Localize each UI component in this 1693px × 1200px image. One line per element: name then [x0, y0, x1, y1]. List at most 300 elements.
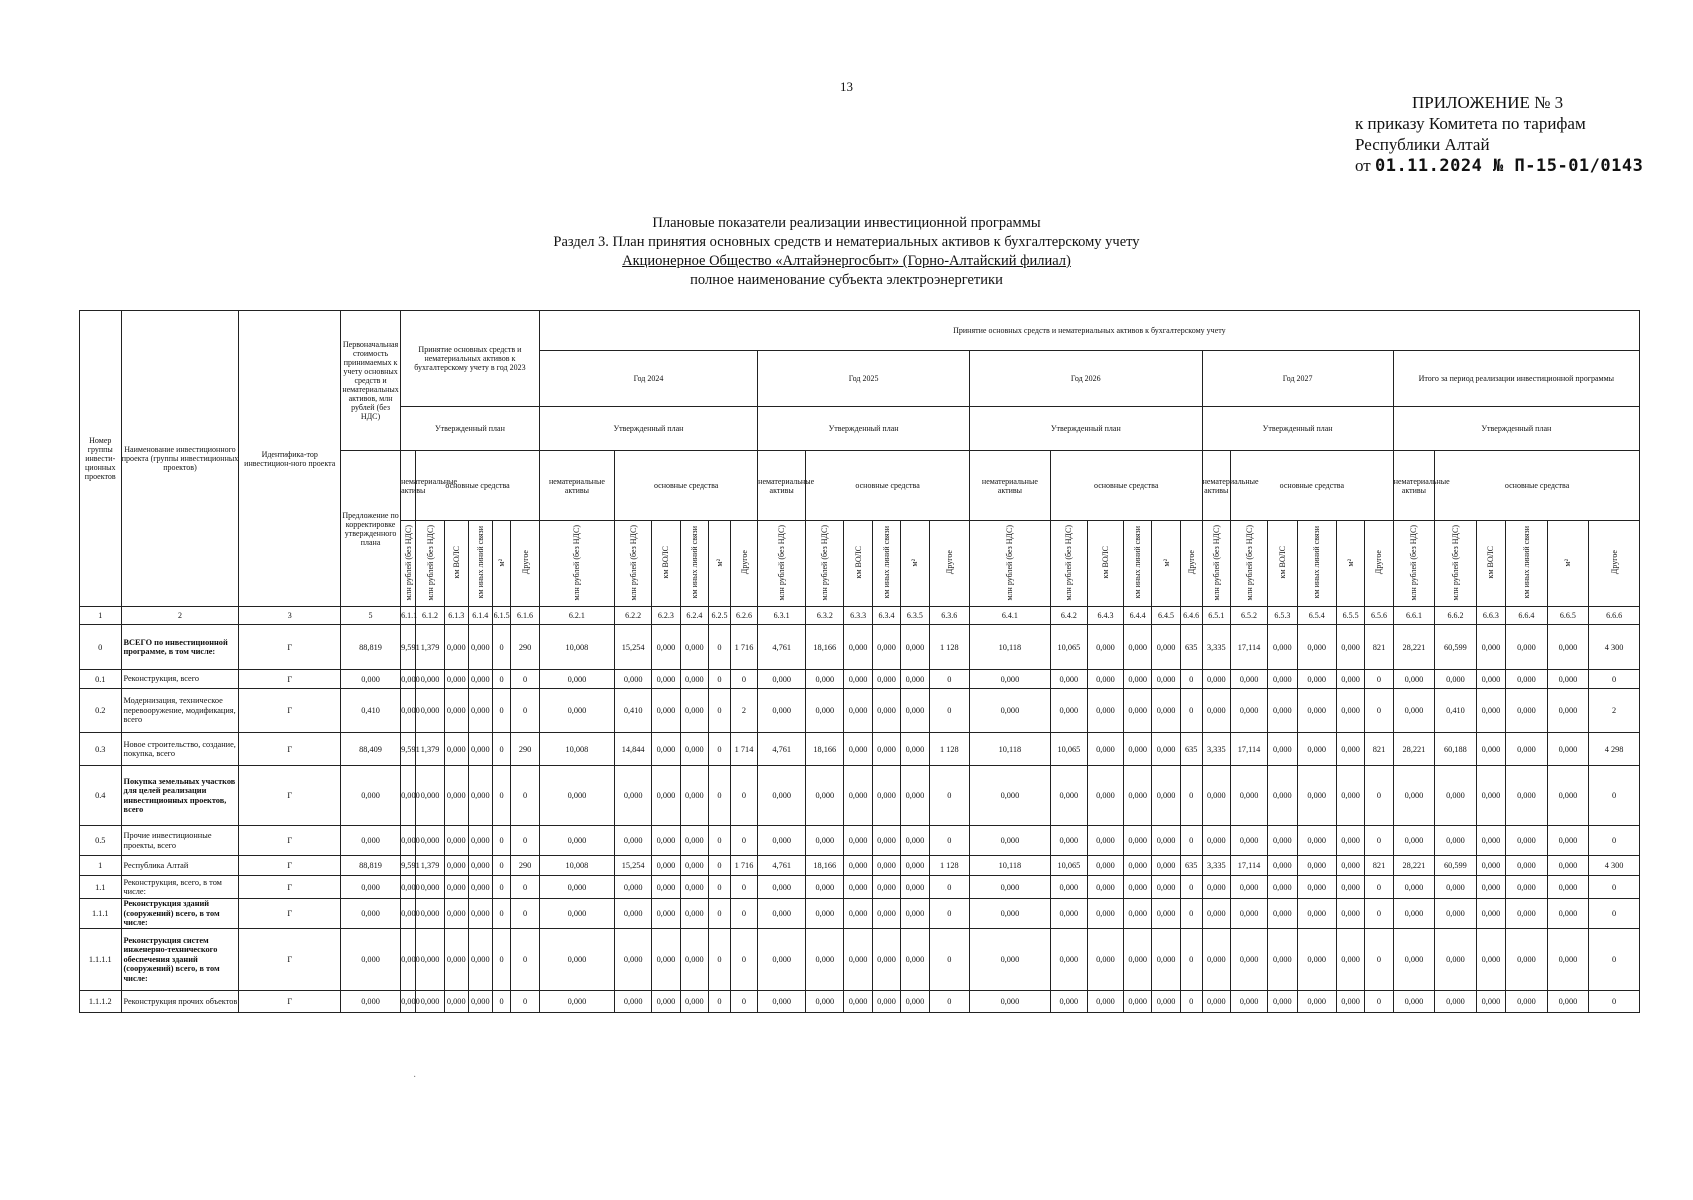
- value-cell: 0,000: [416, 876, 444, 899]
- value-cell: 0,000: [806, 689, 844, 733]
- value-cell: 0,000: [1547, 991, 1589, 1013]
- value-cell: 9,591: [401, 856, 416, 876]
- row-project-id: Г: [239, 826, 341, 856]
- value-cell: 10,118: [970, 625, 1051, 670]
- header-year-2026: Год 2026: [970, 351, 1203, 407]
- value-cell: 0,000: [539, 991, 614, 1013]
- value-cell: 0,000: [1123, 899, 1151, 929]
- column-number: 6.6.3: [1476, 607, 1505, 625]
- row-number: 0.3: [80, 733, 122, 766]
- column-number: 6.4.4: [1123, 607, 1151, 625]
- value-cell: 0,000: [970, 929, 1051, 991]
- value-cell: 0,000: [1476, 876, 1505, 899]
- unit-sq-m: [1152, 521, 1180, 607]
- value-cell: 0,000: [1268, 826, 1297, 856]
- document-titles: [0, 214, 1693, 290]
- value-cell: 0,000: [1230, 826, 1267, 856]
- value-cell: 0: [709, 876, 731, 899]
- value-cell: 0,000: [1297, 856, 1336, 876]
- value-cell: 0: [1365, 876, 1393, 899]
- value-cell: 0: [492, 625, 511, 670]
- value-cell: 0,000: [680, 929, 708, 991]
- value-cell: 3,335: [1202, 625, 1230, 670]
- unit-sq-m-label: м²: [1161, 558, 1171, 567]
- value-cell: 0,000: [1087, 856, 1123, 876]
- value-cell: 0,000: [1230, 929, 1267, 991]
- column-number: 6.6.2: [1435, 607, 1477, 625]
- value-cell: 0,000: [444, 689, 468, 733]
- header-fixed-assets: основные средства: [1230, 451, 1393, 521]
- value-cell: 0,000: [844, 766, 872, 826]
- value-cell: 0,000: [758, 876, 806, 899]
- value-cell: 0,000: [844, 733, 872, 766]
- value-cell: 0,000: [1202, 670, 1230, 689]
- unit-other: [511, 521, 539, 607]
- value-cell: 0,000: [1050, 826, 1087, 856]
- row-project-name: Модернизация, техническое перевооружение, модификация, всего: [121, 689, 239, 733]
- value-cell: 0,000: [1123, 856, 1151, 876]
- value-cell: 0,000: [1506, 899, 1548, 929]
- value-cell: 0,000: [401, 899, 416, 929]
- value-cell: 0,000: [539, 876, 614, 899]
- value-cell: 0,000: [1087, 826, 1123, 856]
- value-cell: 0,000: [1297, 876, 1336, 899]
- value-cell: 0,000: [1230, 766, 1267, 826]
- value-cell: 0: [709, 899, 731, 929]
- value-cell: 0,000: [1393, 766, 1435, 826]
- value-cell: 0,000: [1297, 625, 1336, 670]
- value-cell: 0,000: [652, 929, 680, 991]
- header-approved-plan: Утвержденный план: [1202, 407, 1393, 451]
- value-cell: 0,000: [416, 689, 444, 733]
- value-cell: 0,000: [1435, 991, 1477, 1013]
- row-number: 1.1: [80, 876, 122, 899]
- value-cell: 0,000: [652, 856, 680, 876]
- value-cell: 0,000: [1123, 733, 1151, 766]
- unit-sq-m: [901, 521, 929, 607]
- value-cell: 0,000: [1336, 826, 1364, 856]
- value-cell: 0,000: [468, 991, 492, 1013]
- unit-rub-fixed: [806, 521, 844, 607]
- value-cell: 1 716: [730, 856, 757, 876]
- unit-rub-fixed-label: млн рублей (без НДС): [1450, 524, 1460, 601]
- value-cell: 9,591: [401, 625, 416, 670]
- unit-other-label: Другое: [1609, 550, 1619, 575]
- header-year-2025: Год 2025: [758, 351, 970, 407]
- value-cell: 17,114: [1230, 856, 1267, 876]
- unit-rub-intangible-label: млн рублей (без НДС): [403, 524, 413, 601]
- value-cell: 0,000: [680, 766, 708, 826]
- unit-sq-m: [1547, 521, 1589, 607]
- appendix-line-order: к приказу Комитета по тарифам: [1355, 114, 1586, 133]
- unit-lines-km-label: км иных линий связи: [475, 526, 485, 599]
- header-fixed-assets: основные средства: [1050, 451, 1202, 521]
- value-cell: 0: [492, 856, 511, 876]
- unit-lines-km: [1297, 521, 1336, 607]
- value-cell: 0,000: [1087, 670, 1123, 689]
- column-number: 6.1.5: [492, 607, 511, 625]
- unit-lines-km: [468, 521, 492, 607]
- appendix-line-republic: Республики Алтай: [1355, 135, 1490, 154]
- column-number: 6.5.5: [1336, 607, 1364, 625]
- value-cell: 0,000: [341, 899, 401, 929]
- value-cell: 0,000: [1152, 876, 1180, 899]
- value-cell: 0,000: [1476, 856, 1505, 876]
- value-cell: 0: [1180, 991, 1202, 1013]
- value-cell: 0: [511, 826, 539, 856]
- column-number: 6.6.1: [1393, 607, 1435, 625]
- value-cell: 0,000: [1297, 929, 1336, 991]
- value-cell: 0: [1180, 929, 1202, 991]
- value-cell: 0,000: [1297, 826, 1336, 856]
- value-cell: 0,000: [1393, 876, 1435, 899]
- unit-lines-km-label: км иных линий связи: [882, 526, 891, 599]
- value-cell: 10,118: [970, 733, 1051, 766]
- column-number: 6.2.6: [730, 607, 757, 625]
- value-cell: 0,000: [1152, 991, 1180, 1013]
- value-cell: 88,819: [341, 625, 401, 670]
- value-cell: 0: [1180, 876, 1202, 899]
- unit-sq-m: [1336, 521, 1364, 607]
- value-cell: 0,000: [1202, 766, 1230, 826]
- value-cell: 0,000: [468, 856, 492, 876]
- value-cell: 0,000: [1547, 826, 1589, 856]
- value-cell: 0,000: [872, 826, 900, 856]
- value-cell: 0,000: [758, 991, 806, 1013]
- row-number: 0.4: [80, 766, 122, 826]
- value-cell: 1,379: [416, 733, 444, 766]
- value-cell: 0: [709, 826, 731, 856]
- header-accept-2023: Принятие основных средств и нематериальных активов к бухгалтерскому учету в год 2023: [401, 311, 540, 407]
- value-cell: 0: [709, 766, 731, 826]
- value-cell: 0,000: [1547, 689, 1589, 733]
- unit-sq-m-label: м²: [1563, 558, 1573, 567]
- value-cell: 10,008: [539, 625, 614, 670]
- value-cell: 0,000: [652, 733, 680, 766]
- table-body: [80, 607, 1640, 1013]
- value-cell: 0,000: [806, 766, 844, 826]
- value-cell: 0,000: [1435, 899, 1477, 929]
- unit-lines-km: [1506, 521, 1548, 607]
- value-cell: 0,000: [1050, 876, 1087, 899]
- value-cell: 0: [511, 929, 539, 991]
- organization-caption: полное наименование субъекта электроэнергетики: [690, 272, 1003, 288]
- value-cell: 0: [511, 991, 539, 1013]
- value-cell: 1 716: [730, 625, 757, 670]
- value-cell: 0,000: [1393, 670, 1435, 689]
- row-project-name: Реконструкция, всего: [121, 670, 239, 689]
- value-cell: 0: [1589, 876, 1640, 899]
- value-cell: 0: [730, 826, 757, 856]
- value-cell: 0,000: [844, 856, 872, 876]
- row-project-name: Реконструкция прочих объектов: [121, 991, 239, 1013]
- value-cell: 4,761: [758, 733, 806, 766]
- value-cell: 0,000: [1087, 991, 1123, 1013]
- header-accept-all: Принятие основных средств и нематериальных активов к бухгалтерскому учету: [539, 311, 1639, 351]
- value-cell: 0,000: [615, 766, 652, 826]
- value-cell: 0,000: [872, 856, 900, 876]
- scan-mark: ·: [413, 1072, 417, 1083]
- value-cell: 0,000: [758, 766, 806, 826]
- value-cell: 0,000: [416, 899, 444, 929]
- value-cell: 10,008: [539, 856, 614, 876]
- unit-other-label: Другое: [520, 550, 530, 575]
- value-cell: 10,065: [1050, 625, 1087, 670]
- value-cell: 0,000: [1050, 991, 1087, 1013]
- value-cell: 0,000: [680, 689, 708, 733]
- value-cell: 0,000: [901, 826, 929, 856]
- value-cell: 28,221: [1393, 856, 1435, 876]
- row-number: 1.1.1.2: [80, 991, 122, 1013]
- value-cell: 0: [929, 826, 969, 856]
- value-cell: 0,000: [341, 929, 401, 991]
- column-number: 6.3.4: [872, 607, 900, 625]
- column-number-row: [80, 607, 1640, 625]
- column-number: 6.2.4: [680, 607, 708, 625]
- value-cell: 0,000: [970, 899, 1051, 929]
- value-cell: 0: [730, 766, 757, 826]
- value-cell: 0,000: [539, 689, 614, 733]
- unit-lines-km-label: км иных линий связи: [689, 526, 699, 599]
- header-intangible-assets: нематериальные активы: [539, 451, 614, 521]
- value-cell: 0: [709, 670, 731, 689]
- value-cell: 0,000: [680, 826, 708, 856]
- value-cell: 60,188: [1435, 733, 1477, 766]
- appendix-title: ПРИЛОЖЕНИЕ № 3: [1412, 93, 1564, 112]
- value-cell: 0,000: [758, 899, 806, 929]
- value-cell: 0,000: [1297, 766, 1336, 826]
- value-cell: 0,000: [1506, 876, 1548, 899]
- value-cell: 0: [492, 826, 511, 856]
- value-cell: 0,000: [1476, 929, 1505, 991]
- value-cell: 0,000: [401, 991, 416, 1013]
- value-cell: 0,000: [444, 876, 468, 899]
- unit-other-label: Другое: [1374, 550, 1384, 575]
- unit-other-label: Другое: [1186, 550, 1196, 575]
- value-cell: 0,000: [615, 670, 652, 689]
- value-cell: 0,000: [615, 899, 652, 929]
- value-cell: 0,000: [1152, 733, 1180, 766]
- value-cell: 0,000: [341, 766, 401, 826]
- unit-fiber-km-label: км ВОЛС: [661, 546, 671, 579]
- value-cell: 0,000: [1123, 991, 1151, 1013]
- value-cell: 0,000: [970, 991, 1051, 1013]
- value-cell: 3,335: [1202, 856, 1230, 876]
- value-cell: 0,000: [1152, 929, 1180, 991]
- row-project-name: Новое строительство, создание, покупка, всего: [121, 733, 239, 766]
- value-cell: 0,000: [901, 991, 929, 1013]
- value-cell: 0,000: [1435, 876, 1477, 899]
- value-cell: 0: [709, 689, 731, 733]
- value-cell: 0: [1365, 899, 1393, 929]
- value-cell: 0,000: [872, 689, 900, 733]
- value-cell: 0,000: [758, 670, 806, 689]
- row-project-name: Реконструкция, всего, в том числе:: [121, 876, 239, 899]
- value-cell: 0,000: [844, 826, 872, 856]
- value-cell: 4,761: [758, 856, 806, 876]
- unit-fiber-km: [844, 521, 872, 607]
- value-cell: 0,000: [1268, 625, 1297, 670]
- value-cell: 0,000: [416, 826, 444, 856]
- value-cell: 0,000: [652, 689, 680, 733]
- row-project-id: Г: [239, 856, 341, 876]
- column-number: 6.4.3: [1087, 607, 1123, 625]
- value-cell: 0,000: [1297, 733, 1336, 766]
- value-cell: 0: [511, 766, 539, 826]
- value-cell: 1 714: [730, 733, 757, 766]
- value-cell: 0,000: [401, 826, 416, 856]
- appendix-line-date: [1355, 155, 1643, 177]
- table-row: [80, 670, 1640, 689]
- unit-rub-intangible: [970, 521, 1051, 607]
- value-cell: 0: [1589, 766, 1640, 826]
- value-cell: 0: [1180, 670, 1202, 689]
- unit-rub-fixed-label: млн рублей (без НДС): [425, 524, 435, 601]
- value-cell: 0,000: [1152, 856, 1180, 876]
- value-cell: 0,000: [872, 670, 900, 689]
- unit-rub-intangible-label: млн рублей (без НДС): [1005, 524, 1015, 601]
- value-cell: 0: [929, 670, 969, 689]
- value-cell: 0,000: [468, 733, 492, 766]
- title-main: Плановые показатели реализации инвестиционной программы: [652, 215, 1041, 231]
- header-intangible-assets: нематериальные активы: [401, 451, 416, 521]
- value-cell: 635: [1180, 625, 1202, 670]
- unit-rub-fixed-label: млн рублей (без НДС): [820, 524, 830, 601]
- column-number: 5: [341, 607, 401, 625]
- column-number: 6.6.5: [1547, 607, 1589, 625]
- unit-rub-fixed: [416, 521, 444, 607]
- value-cell: 0,000: [1050, 670, 1087, 689]
- unit-fiber-km: [1476, 521, 1505, 607]
- value-cell: 0,000: [1297, 689, 1336, 733]
- value-cell: 0,000: [1230, 899, 1267, 929]
- column-number: 6.3.1: [758, 607, 806, 625]
- value-cell: 0: [730, 876, 757, 899]
- row-project-id: Г: [239, 991, 341, 1013]
- value-cell: 0: [1180, 766, 1202, 826]
- value-cell: 0,000: [1336, 733, 1364, 766]
- table-row: [80, 733, 1640, 766]
- value-cell: 0,000: [652, 625, 680, 670]
- value-cell: 0: [511, 899, 539, 929]
- value-cell: 0,000: [758, 929, 806, 991]
- value-cell: 0: [730, 991, 757, 1013]
- value-cell: 0: [511, 876, 539, 899]
- unit-sq-m-label: м²: [497, 558, 507, 567]
- value-cell: 1,379: [416, 856, 444, 876]
- unit-fiber-km: [1268, 521, 1297, 607]
- value-cell: 0,000: [401, 929, 416, 991]
- value-cell: 0: [730, 670, 757, 689]
- value-cell: 2: [730, 689, 757, 733]
- value-cell: 0,000: [680, 625, 708, 670]
- value-cell: 0: [730, 929, 757, 991]
- value-cell: 0,000: [1268, 766, 1297, 826]
- value-cell: 0,000: [872, 733, 900, 766]
- header-total-period: Итого за период реализации инвестиционной программы: [1393, 351, 1639, 407]
- unit-rub-intangible: [539, 521, 614, 607]
- unit-other: [1589, 521, 1640, 607]
- value-cell: 0,000: [468, 670, 492, 689]
- value-cell: 0,000: [872, 766, 900, 826]
- value-cell: 0,000: [1268, 899, 1297, 929]
- row-project-name: Республика Алтай: [121, 856, 239, 876]
- value-cell: 0,000: [1268, 991, 1297, 1013]
- value-cell: 0,410: [1435, 689, 1477, 733]
- unit-other-label: Другое: [944, 550, 954, 575]
- value-cell: 88,819: [341, 856, 401, 876]
- date-prefix: от: [1355, 156, 1371, 175]
- value-cell: 0,000: [1123, 876, 1151, 899]
- value-cell: 0,000: [1268, 670, 1297, 689]
- value-cell: 0,000: [1393, 899, 1435, 929]
- unit-fiber-km-label: км ВОЛС: [1100, 546, 1110, 579]
- unit-rub-fixed-label: млн рублей (без НДС): [1244, 524, 1254, 601]
- value-cell: 0,000: [401, 876, 416, 899]
- value-cell: 0,000: [680, 876, 708, 899]
- value-cell: 0,000: [1547, 876, 1589, 899]
- value-cell: 0,000: [1435, 766, 1477, 826]
- header-approved-plan: Утвержденный план: [970, 407, 1203, 451]
- value-cell: 0,000: [468, 899, 492, 929]
- unit-lines-km-label: км иных линий связи: [1521, 526, 1531, 599]
- value-cell: 290: [511, 625, 539, 670]
- row-project-id: Г: [239, 689, 341, 733]
- table-row: [80, 991, 1640, 1013]
- value-cell: 0: [511, 689, 539, 733]
- value-cell: 0,000: [652, 826, 680, 856]
- header-intangible-assets: нематериальные активы: [758, 451, 806, 521]
- value-cell: 635: [1180, 733, 1202, 766]
- value-cell: 0,000: [1050, 766, 1087, 826]
- column-number: 6.5.1: [1202, 607, 1230, 625]
- appendix-block: [1355, 92, 1643, 177]
- value-cell: 0,000: [1152, 670, 1180, 689]
- value-cell: 4 300: [1589, 625, 1640, 670]
- unit-rub-fixed: [615, 521, 652, 607]
- value-cell: 0,000: [901, 670, 929, 689]
- unit-rub-intangible: [401, 521, 416, 607]
- value-cell: 0,000: [1435, 826, 1477, 856]
- organization-name: Акционерное Общество «Алтайэнергосбыт» (Горно-Алтайский филиал): [622, 253, 1071, 269]
- value-cell: 0,000: [758, 826, 806, 856]
- value-cell: 0: [709, 733, 731, 766]
- value-cell: 0,000: [1336, 856, 1364, 876]
- value-cell: 0,000: [1476, 670, 1505, 689]
- column-number: 3: [239, 607, 341, 625]
- value-cell: 0,000: [970, 826, 1051, 856]
- value-cell: 1 128: [929, 733, 969, 766]
- column-number: 6.5.2: [1230, 607, 1267, 625]
- row-project-id: Г: [239, 625, 341, 670]
- value-cell: 821: [1365, 856, 1393, 876]
- value-cell: 10,065: [1050, 856, 1087, 876]
- value-cell: 0,000: [401, 689, 416, 733]
- header-project-id: Идентифика-тор инвестицион-ного проекта: [239, 311, 341, 607]
- value-cell: 0,000: [1202, 991, 1230, 1013]
- unit-rub-intangible-label: млн рублей (без НДС): [572, 524, 582, 601]
- value-cell: 0: [1180, 689, 1202, 733]
- table-row: [80, 856, 1640, 876]
- row-number: 1: [80, 856, 122, 876]
- unit-rub-intangible: [1202, 521, 1230, 607]
- value-cell: 0,000: [1087, 766, 1123, 826]
- value-cell: 0,000: [1230, 670, 1267, 689]
- header-intangible-assets: нематериальные активы: [1202, 451, 1230, 521]
- value-cell: 0: [1365, 766, 1393, 826]
- unit-sq-m-label: м²: [910, 558, 920, 567]
- value-cell: 0: [492, 929, 511, 991]
